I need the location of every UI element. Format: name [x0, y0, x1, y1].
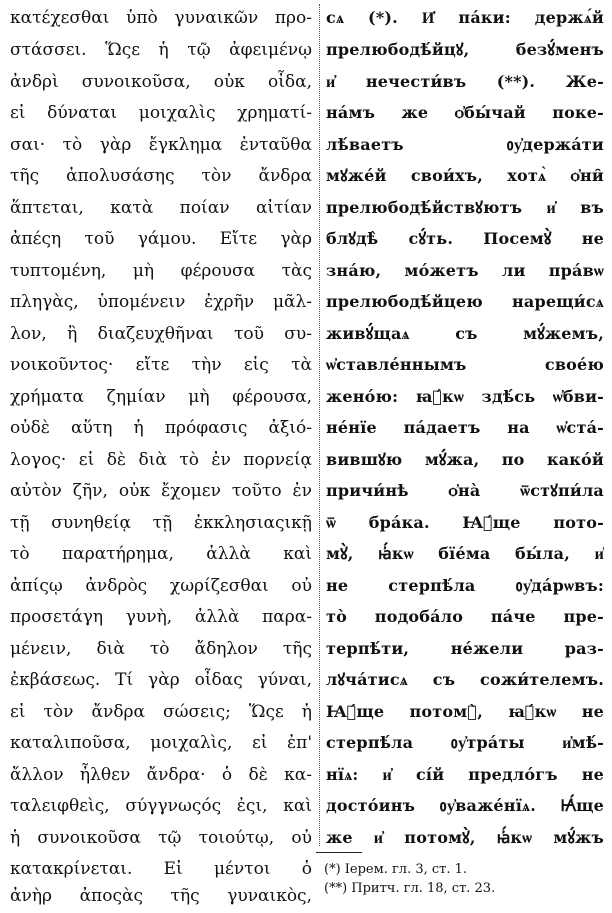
greek-line: λον, ἢ διαζευχθῆναι τοῦ συ- [10, 324, 312, 344]
slavonic-line: живꙋ́щаѧ съ мꙋ́жемъ, [326, 324, 604, 343]
greek-line: προσετάγη γυνὴ, ἀλλὰ παρα- [10, 607, 312, 627]
slavonic-line: досто́инъ ᲂу҆важе́нїѧ. Ꙗ҆́ще [326, 796, 604, 815]
slavonic-text-column [326, 0, 604, 900]
slavonic-line: и҆ нечести́въ (**). Же- [326, 72, 604, 91]
slavonic-line: Ꙗ҆́ще потомꙋ̀, ꙗ҆́кѡ не [326, 702, 604, 721]
greek-line: τῆς ἀπολυσάσης τὸν ἄνδρα [10, 166, 312, 186]
slavonic-line: блꙋдѣ̀ сꙋ́ть. Посемꙋ̀ не [326, 229, 604, 248]
greek-line: ἀνὴρ ἀποςὰς τῆς γυναικὸς, [10, 886, 312, 906]
slavonic-line: ѡ҆ставле́ннымъ свое́ю [326, 355, 604, 374]
greek-line: πληγὰς, ὑπομένειν ἐχρῆν μᾶλ- [10, 292, 312, 312]
slavonic-line: на́мъ же ѻ҆бы́чай поке- [326, 103, 604, 122]
greek-line: ἡ συνοικοῦσα τῷ τοιούτῳ, οὐ [10, 828, 312, 848]
slavonic-line: мꙋ̀, ꙗ҆́кѡ бїе́ма бы́ла, и҆ [326, 544, 604, 563]
slavonic-line: причи́нѣ ѻ҆на̀ ѿстꙋпи́ла [326, 481, 604, 500]
slavonic-line: то̀ подоба́ло па́че пре- [326, 607, 604, 626]
greek-line: εἰ τὸν ἄνδρα σώσεις; Ὥςε ἡ [10, 702, 312, 722]
greek-line: σαι· τὸ γὰρ ἔγκλημα ἐνταῦθα [10, 135, 312, 155]
greek-line: ἅπτεται, κατὰ ποίαν αἰτίαν [10, 198, 312, 218]
column-divider [319, 4, 320, 846]
greek-line: ἄλλον ἦλθεν ἄνδρα· ὁ δὲ κα- [10, 765, 312, 785]
greek-line: τυπτομένη, μὴ φέρουσα τὰς [10, 261, 312, 281]
greek-text-column [10, 0, 312, 906]
slavonic-line: нїѧ: и҆ сі́й предло́гъ не [326, 765, 604, 784]
slavonic-line: жено́ю: ꙗ҆́кѡ здѣ́сь ѡ҆бви- [326, 387, 604, 406]
slavonic-line: же и҆ потомꙋ̀, ꙗ҆́кѡ мꙋ́жъ [326, 828, 604, 847]
greek-line: ἀπίςῳ ἀνδρὸς χωρίζεσθαι οὐ [10, 576, 312, 596]
greek-line: κατέχεσθαι ὑπὸ γυναικῶν προ- [10, 8, 312, 28]
greek-line: τὸ παρατήρημα, ἀλλὰ καὶ [10, 544, 312, 564]
slavonic-line: терпѣ́ти, не́жели раз- [326, 639, 604, 658]
slavonic-line: не стерпѣ́ла ᲂу҆да́рѡвъ: [326, 576, 604, 595]
greek-line: νοικοῦντος· εἴτε τὴν εἰς τὰ [10, 355, 312, 375]
greek-line: ταλειφθεὶς, σύγγνωςός ἐςι, καὶ [10, 796, 312, 816]
greek-line: εἰ δύναται μοιχαλὶς χρηματί- [10, 103, 312, 123]
greek-line: μένειν, διὰ τὸ ἄδηλον τῆς [10, 639, 312, 659]
slavonic-line: лѣ́ваетъ ᲂу҆держа́ти [326, 135, 604, 154]
footnote: (*) Iерем. гл. 3, ст. 1. [324, 862, 468, 877]
footnote: (**) Притч. гл. 18, ст. 23. [324, 881, 496, 896]
greek-line: χρήματα ζημίαν μὴ φέρουσα, [10, 387, 312, 407]
slavonic-line: прелюбодѣ́йцꙋ, безꙋ́менъ [326, 40, 604, 59]
footnote-rule [316, 852, 362, 853]
slavonic-line: зна́ю, мо́жетъ ли пра́вѡ [326, 261, 604, 280]
greek-line: στάσσει. Ὥςε ἡ τῷ ἀφειμένῳ [10, 40, 312, 60]
greek-line: λογος· εἰ δὲ διὰ τὸ ἐν πορνείᾳ [10, 450, 312, 470]
slavonic-line: лꙋча́тисѧ съ сожи́телемъ. [326, 670, 604, 689]
slavonic-line: сѧ (*). И҆ па́ки: держѧ́й [326, 8, 604, 27]
slavonic-line: ѿ бра́ка. Ꙗ҆́ще пото- [326, 513, 604, 532]
slavonic-line: не́нїе па́даетъ на ѡ҆ста́- [326, 418, 604, 437]
greek-line: αὐτὸν ζῆν, οὐκ ἔχομεν τοῦτο ἐν [10, 481, 312, 501]
greek-line: οὐδὲ αὕτη ἡ πρόφασις ἀξιό- [10, 418, 312, 438]
slavonic-line: прелюбодѣ́йцею нарещи́сѧ [326, 292, 604, 311]
greek-line: τῇ συνηθείᾳ τῇ ἐκκλησιαςικῇ [10, 513, 312, 533]
greek-line: κατακρίνεται. Εἰ μέντοι ὁ [10, 859, 312, 879]
greek-line: ἀνδρὶ συνοικοῦσα, οὐκ οἶδα, [10, 72, 312, 92]
greek-line: ἐκβάσεως. Τί γὰρ οἶδας γύναι, [10, 670, 312, 690]
slavonic-line: прелюбодѣ́йствꙋютъ и҆ въ [326, 198, 604, 217]
greek-line: ἀπέςη τοῦ γάμου. Εἴτε γὰρ [10, 229, 312, 249]
slavonic-line: мꙋже́й свои́хъ, хотѧ̀ ѻ҆ни̑ [326, 166, 604, 185]
slavonic-line: вившꙋю мꙋ́жа, по како́й [326, 450, 604, 469]
slavonic-line: стерпѣ́ла ᲂу҆тра́ты и҆мѣ́- [326, 733, 604, 752]
greek-line: καταλιποῦσα, μοιχαλὶς, εἰ ἐπ' [10, 733, 312, 753]
